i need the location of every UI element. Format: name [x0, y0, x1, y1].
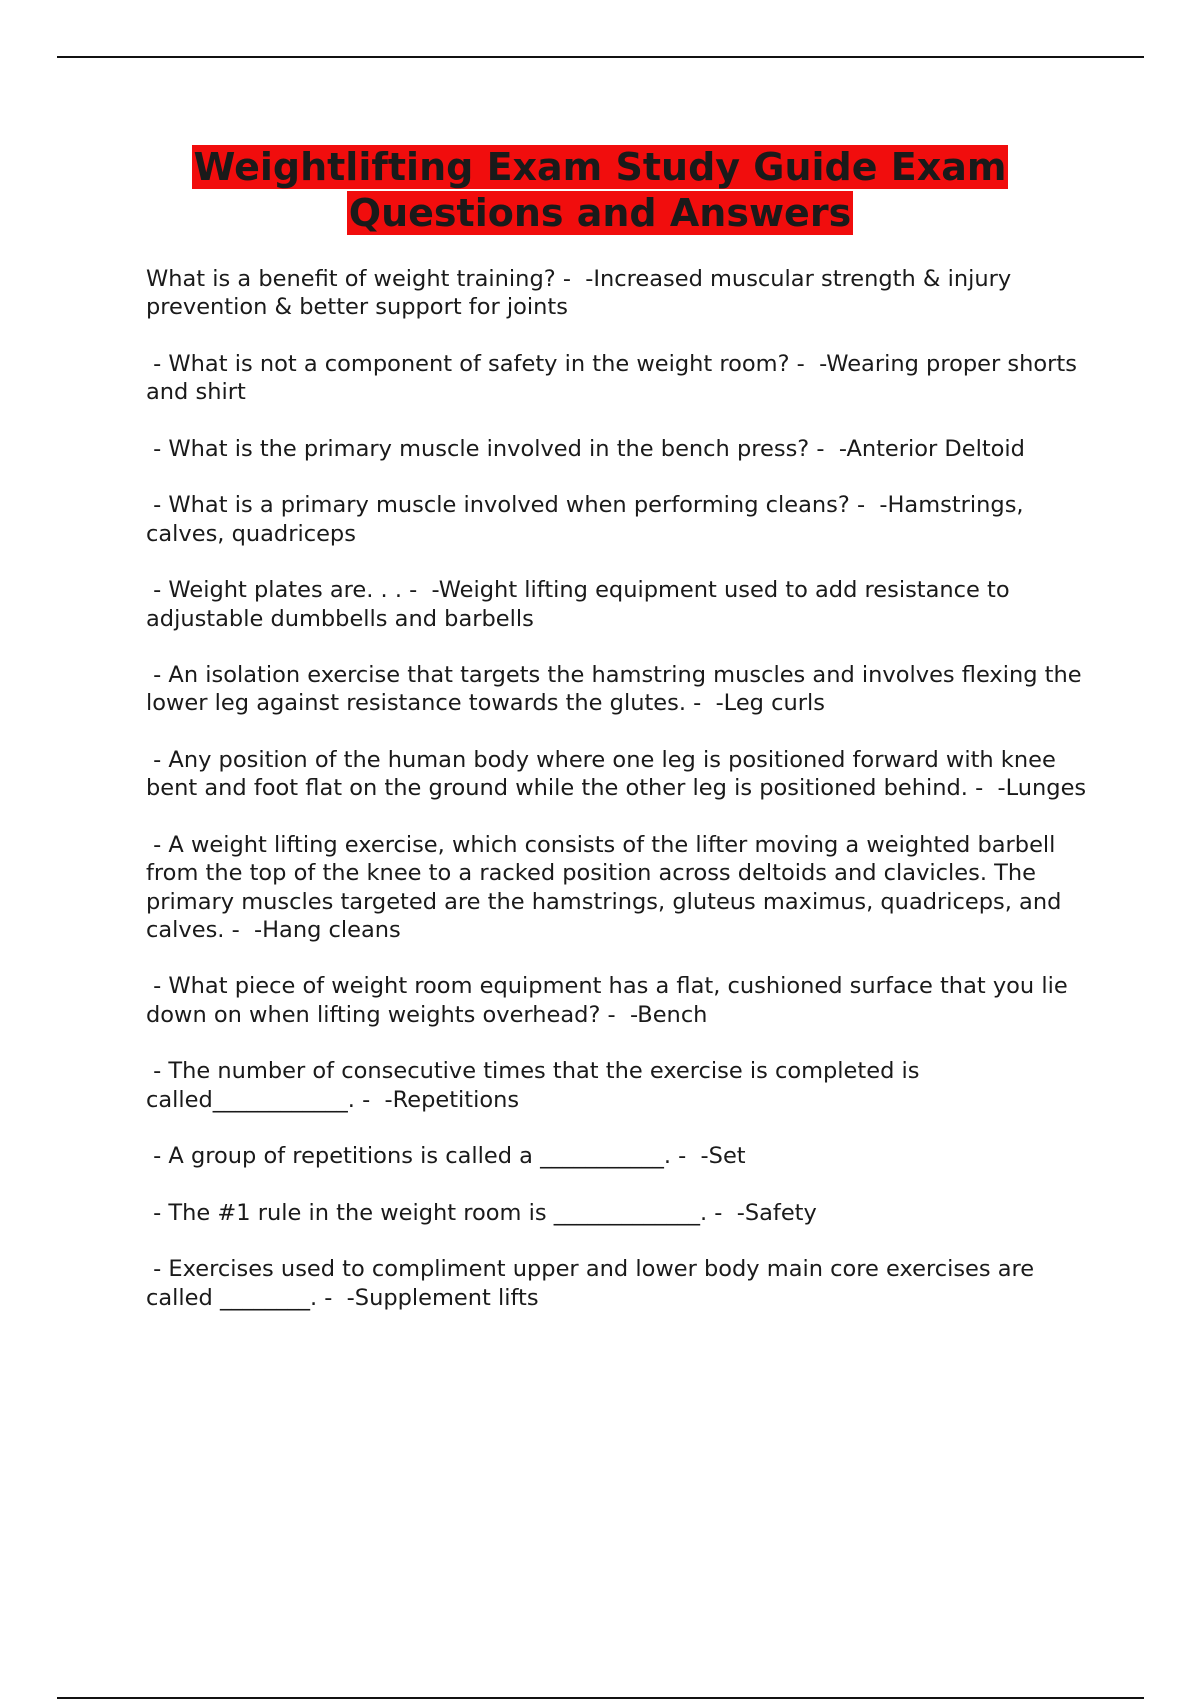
qa-item: - Weight plates are. . . - -Weight lifting equipment used to add resistance to adjustable dumbbells and barbells [146, 577, 1017, 632]
qa-item: - What is a primary muscle involved when performing cleans? - -Hamstrings, calves, quadriceps [146, 492, 1031, 547]
qa-item: - The #1 rule in the weight room is _____________. - -Safety [146, 1199, 817, 1226]
qa-item: - The number of consecutive times that the exercise is completed is called____________. - -Repetitions [146, 1058, 927, 1113]
qa-item: - A weight lifting exercise, which consists of the lifter moving a weighted barbell from the top of the knee to a racked position across deltoids and clavicles. The primary muscles targeted are the hamstrings, gluteus maximus, quadriceps, and calves. - -Hang cleans [146, 831, 1069, 943]
qa-item: - Exercises used to compliment upper and lower body main core exercises are called ________. - -Supplement lifts [146, 1256, 1042, 1311]
qa-item: What is a benefit of weight training? - -Increased muscular strength & injury prevention & better support for joints [146, 266, 1019, 321]
qa-item: - What piece of weight room equipment has a flat, cushioned surface that you lie down on when lifting weights overhead? - -Bench [146, 973, 1075, 1028]
title-line-2: Questions and Answers [348, 191, 852, 235]
qa-item: - What is not a component of safety in the weight room? - -Wearing proper shorts and shirt [146, 350, 1085, 406]
qa-list [146, 265, 1096, 1340]
document-title [0, 144, 1200, 236]
bottom-rule [57, 1697, 1144, 1699]
qa-item: - Any position of the human body where one leg is positioned forward with knee bent and foot flat on the ground while the other leg is positioned behind. - -Lunges [146, 747, 1087, 802]
qa-item: - A group of repetitions is called a ___________. - -Set [146, 1143, 746, 1170]
top-rule [57, 56, 1144, 58]
qa-item: - An isolation exercise that targets the hamstring muscles and involves flexing the lower leg against resistance towards the glutes. - -Leg curls [146, 662, 1089, 717]
title-line-1: Weightlifting Exam Study Guide Exam [193, 145, 1007, 189]
qa-item: - What is the primary muscle involved in the bench press? - -Anterior Deltoid [146, 435, 1025, 462]
